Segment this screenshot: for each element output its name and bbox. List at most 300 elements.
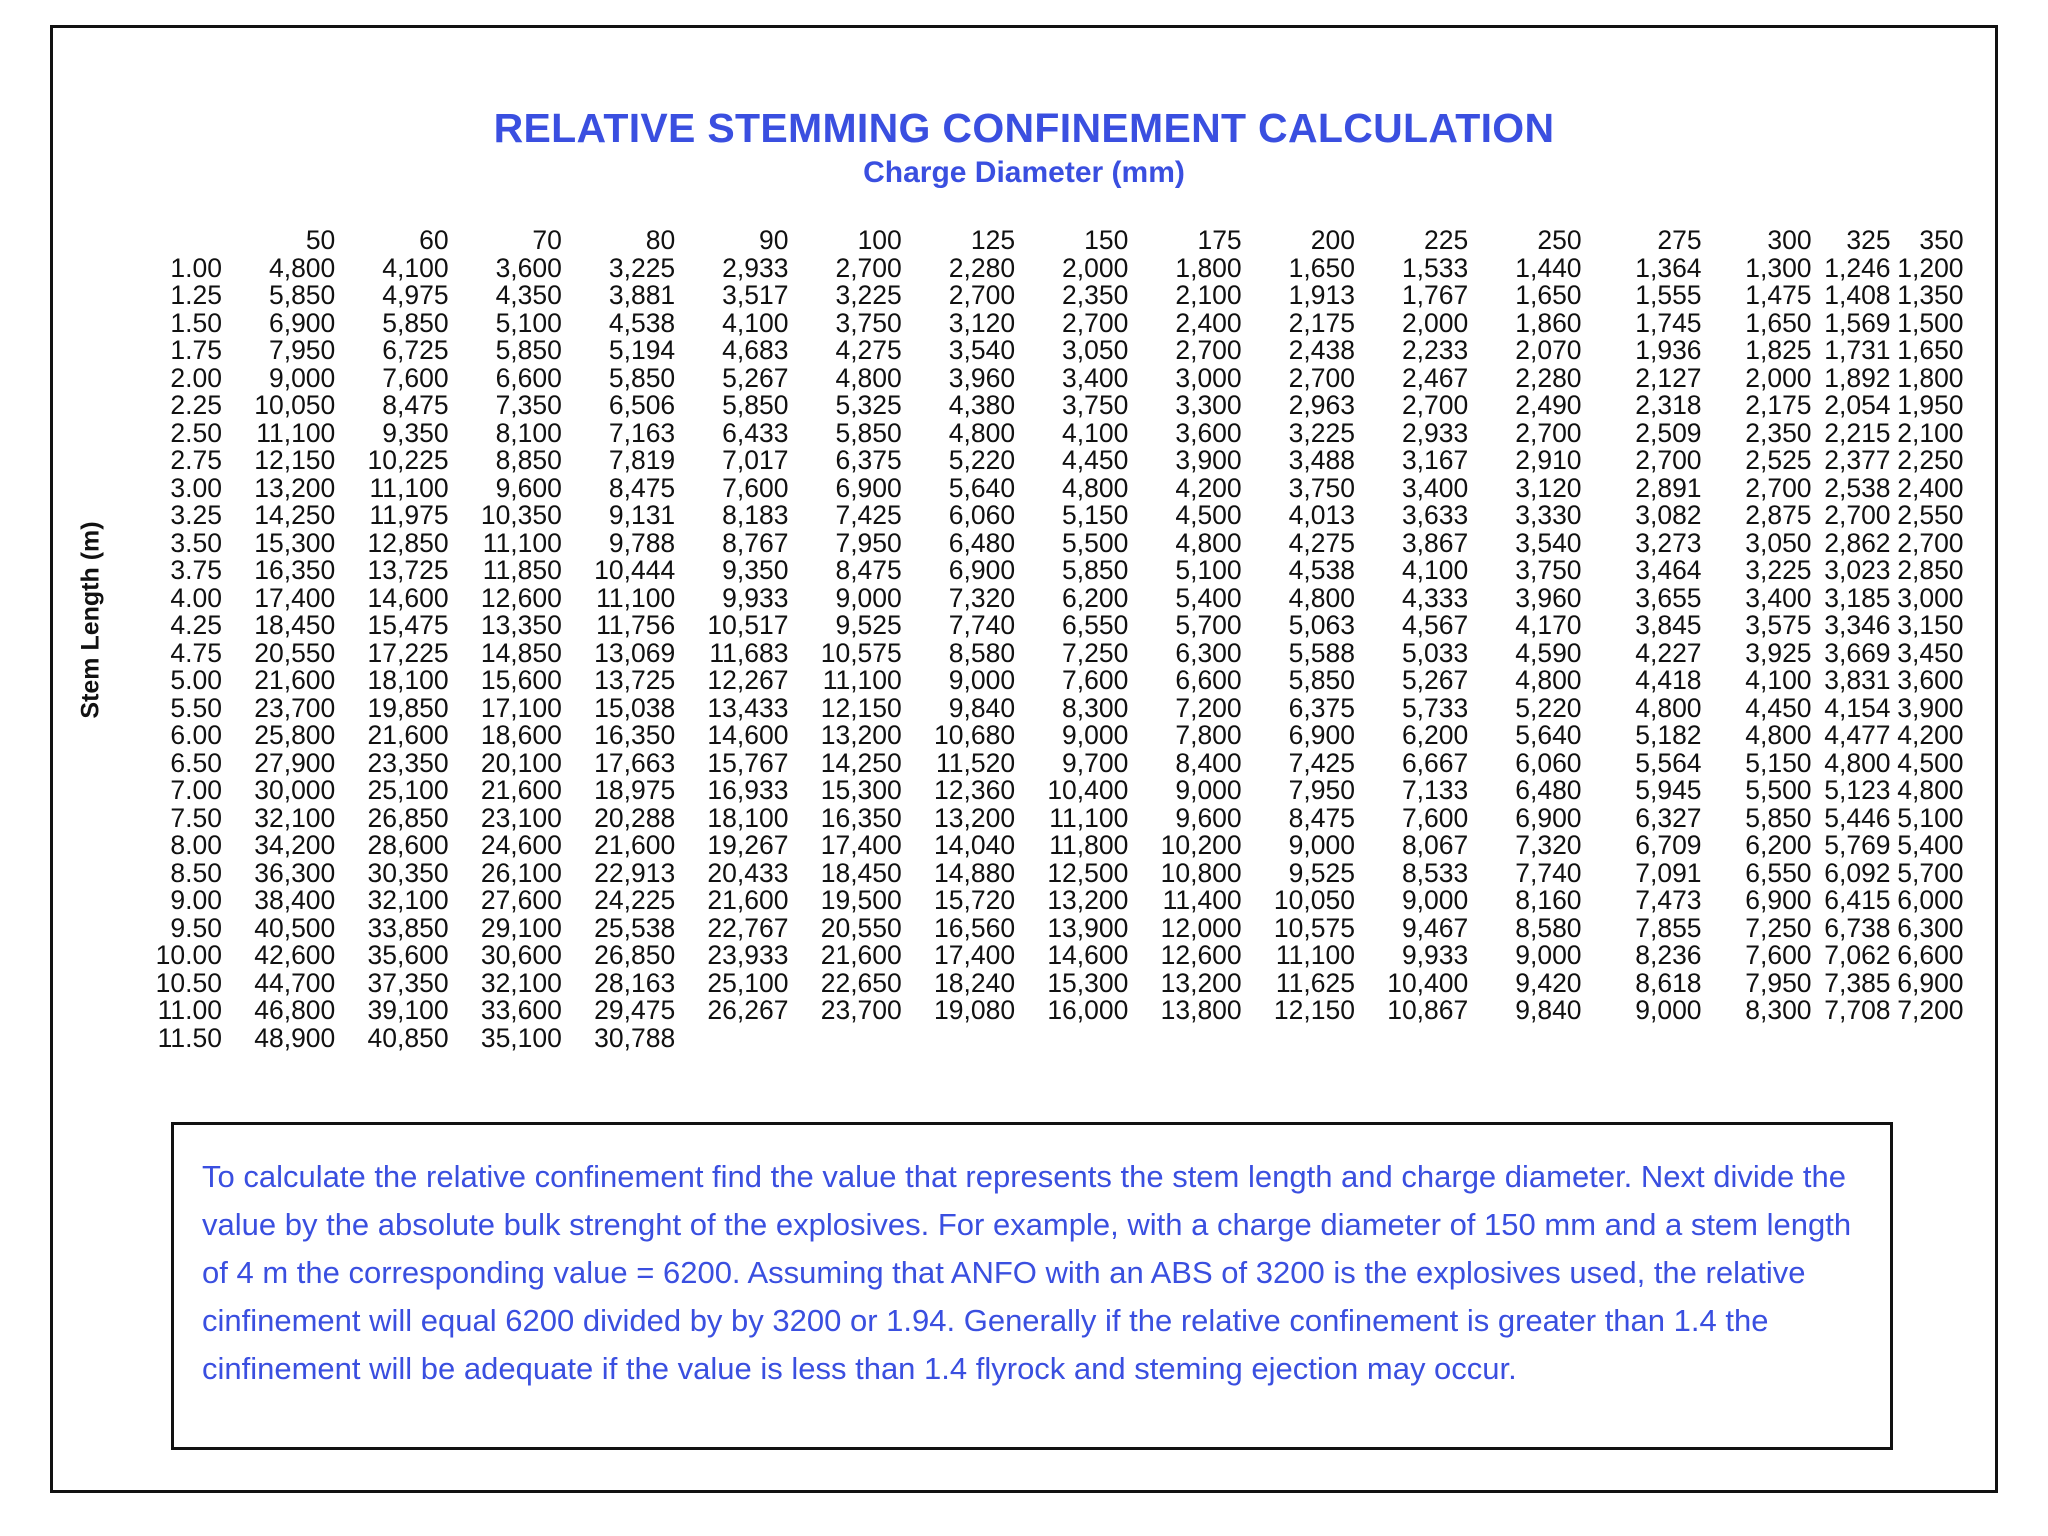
value-cell: 8,475 bbox=[1288, 802, 1355, 833]
value-cell: 6,200 bbox=[1401, 720, 1469, 750]
value-cell: 12,500 bbox=[1047, 857, 1129, 888]
value-cell: 4,800 bbox=[948, 417, 1016, 448]
table-row bbox=[140, 337, 1964, 365]
explanation-text: To calculate the relative confinement find the value that represents the stem length and charge diameter. Next divide the value by the absolute bulk strenght of the explosives. For example, with a charge diameter of 150 mm and a stem length of 4 m the corresponding value = 6200. Assuming that ANFO with an ABS of 3200 is the explosives used, the relative cinfinement will equal 6200 divided by by 3200 or 1.94. Generally if the relative confinement is greater than 1.4 the cinfinement will be adequate if the value is less than 1.4 flyrock and steming ejection may occur. bbox=[202, 1159, 1852, 1386]
stem-length-cell: 7.00 bbox=[170, 775, 222, 805]
table-row bbox=[140, 420, 1964, 448]
value-cell: 26,850 bbox=[594, 940, 676, 970]
value-cell: 2,700 bbox=[1062, 307, 1129, 338]
value-cell: 21,600 bbox=[367, 720, 449, 750]
value-cell: 2,233 bbox=[1401, 335, 1469, 365]
value-cell: 17,400 bbox=[820, 830, 902, 860]
value-cell: 6,550 bbox=[1062, 610, 1129, 640]
value-cell: 9,525 bbox=[835, 610, 902, 640]
value-cell: 3,050 bbox=[1745, 527, 1812, 558]
table-row bbox=[140, 805, 1964, 833]
value-cell: 2,700 bbox=[1288, 362, 1355, 393]
stem-length-cell: 3.00 bbox=[170, 472, 222, 503]
value-cell: 5,850 bbox=[495, 335, 562, 365]
value-cell: 1,350 bbox=[1897, 280, 1964, 310]
table-row bbox=[140, 887, 1964, 915]
table-row bbox=[140, 997, 1964, 1025]
value-cell: 5,850 bbox=[268, 280, 336, 310]
value-cell: 3,050 bbox=[1062, 335, 1129, 365]
value-cell: 2,250 bbox=[1897, 445, 1964, 475]
value-cell: 4,350 bbox=[495, 280, 562, 310]
value-cell: 5,850 bbox=[608, 362, 676, 393]
value-cell: 9,000 bbox=[835, 582, 902, 613]
value-cell: 25,538 bbox=[594, 912, 676, 943]
stem-length-cell: 6.00 bbox=[170, 720, 222, 750]
stem-length-cell: 3.50 bbox=[170, 527, 222, 558]
value-cell: 5,446 bbox=[1824, 802, 1891, 833]
value-cell: 14,040 bbox=[934, 830, 1016, 860]
value-cell: 3,900 bbox=[1897, 692, 1964, 723]
value-cell: 32,100 bbox=[480, 967, 562, 998]
value-cell: 7,600 bbox=[382, 362, 449, 393]
value-cell: 3,488 bbox=[1288, 445, 1355, 475]
column-header: 70 bbox=[532, 225, 562, 255]
value-cell: 2,700 bbox=[1401, 390, 1469, 420]
value-cell: 20,100 bbox=[480, 747, 562, 778]
value-cell: 1,936 bbox=[1635, 335, 1702, 365]
value-cell: 6,480 bbox=[1515, 775, 1582, 805]
value-cell: 5,267 bbox=[722, 362, 789, 393]
value-cell: 2,054 bbox=[1824, 390, 1891, 420]
value-cell: 5,063 bbox=[1288, 610, 1355, 640]
value-cell bbox=[1242, 1025, 1355, 1053]
value-cell: 6,709 bbox=[1635, 830, 1702, 860]
value-cell: 4,800 bbox=[1745, 720, 1812, 750]
value-cell: 3,750 bbox=[835, 307, 902, 338]
value-cell: 21,600 bbox=[820, 940, 902, 970]
value-cell: 4,275 bbox=[835, 335, 902, 365]
value-cell: 17,100 bbox=[480, 692, 562, 723]
value-cell bbox=[1468, 1025, 1581, 1053]
value-cell: 8,475 bbox=[835, 555, 902, 585]
table-row bbox=[140, 915, 1964, 943]
value-cell: 8,400 bbox=[1175, 747, 1242, 778]
value-cell: 32,100 bbox=[254, 802, 336, 833]
value-cell: 11,100 bbox=[256, 417, 336, 448]
value-cell: 48,900 bbox=[254, 1022, 336, 1053]
value-cell: 23,100 bbox=[480, 802, 562, 833]
value-cell: 14,880 bbox=[934, 857, 1016, 888]
value-cell: 10,575 bbox=[820, 637, 902, 668]
value-cell: 8,618 bbox=[1635, 967, 1702, 998]
value-cell: 2,280 bbox=[1515, 362, 1582, 393]
value-cell: 4,013 bbox=[1288, 500, 1355, 530]
value-cell: 6,375 bbox=[835, 445, 902, 475]
value-cell: 8,475 bbox=[382, 390, 449, 420]
page-title: RELATIVE STEMMING CONFINEMENT CALCULATION bbox=[493, 105, 1555, 151]
value-cell: 7,017 bbox=[722, 445, 789, 475]
value-cell: 4,800 bbox=[1824, 747, 1891, 778]
value-cell: 9,000 bbox=[1515, 940, 1582, 970]
value-cell: 4,154 bbox=[1824, 692, 1891, 723]
column-header: 200 bbox=[1310, 225, 1355, 255]
stem-length-cell: 10.00 bbox=[155, 940, 222, 970]
value-cell: 1,650 bbox=[1897, 335, 1964, 365]
value-cell: 3,540 bbox=[1515, 527, 1582, 558]
value-cell: 11,756 bbox=[596, 610, 676, 640]
value-cell: 8,580 bbox=[948, 637, 1016, 668]
value-cell: 17,663 bbox=[594, 747, 676, 778]
value-cell: 5,700 bbox=[1175, 610, 1242, 640]
value-cell: 6,433 bbox=[722, 417, 789, 448]
column-header: 275 bbox=[1657, 225, 1702, 255]
value-cell: 1,569 bbox=[1824, 307, 1891, 338]
value-cell: 4,683 bbox=[722, 335, 789, 365]
value-cell: 9,000 bbox=[1288, 830, 1355, 860]
value-cell: 5,850 bbox=[835, 417, 902, 448]
stem-length-cell: 4.25 bbox=[170, 610, 222, 640]
value-cell: 18,100 bbox=[367, 665, 449, 695]
value-cell: 16,000 bbox=[1047, 995, 1129, 1025]
value-cell: 8,300 bbox=[1062, 692, 1129, 723]
value-cell: 3,120 bbox=[948, 307, 1016, 338]
value-cell: 15,300 bbox=[820, 775, 902, 805]
value-cell: 4,170 bbox=[1515, 610, 1582, 640]
value-cell: 8,236 bbox=[1635, 940, 1702, 970]
value-cell bbox=[1128, 1025, 1241, 1053]
value-cell: 6,060 bbox=[1515, 747, 1582, 778]
value-cell: 19,500 bbox=[820, 885, 902, 915]
value-cell: 3,167 bbox=[1401, 445, 1469, 475]
value-cell: 1,767 bbox=[1401, 280, 1469, 310]
value-cell: 19,080 bbox=[934, 995, 1016, 1025]
value-cell: 2,467 bbox=[1401, 362, 1469, 393]
value-cell: 5,100 bbox=[495, 307, 562, 338]
value-cell: 5,123 bbox=[1824, 775, 1891, 805]
value-cell: 8,850 bbox=[495, 445, 562, 475]
column-header: 325 bbox=[1846, 225, 1891, 255]
value-cell: 7,950 bbox=[835, 527, 902, 558]
value-cell: 5,700 bbox=[1897, 857, 1964, 888]
value-cell: 3,082 bbox=[1635, 500, 1702, 530]
value-cell: 2,700 bbox=[1745, 472, 1812, 503]
value-cell: 22,650 bbox=[820, 967, 902, 998]
value-cell: 15,475 bbox=[367, 610, 449, 640]
value-cell: 13,900 bbox=[1047, 912, 1129, 943]
value-cell: 9,700 bbox=[1062, 747, 1129, 778]
value-cell: 6,200 bbox=[1062, 582, 1129, 613]
value-cell: 4,477 bbox=[1824, 720, 1891, 750]
value-cell: 19,267 bbox=[707, 830, 789, 860]
value-cell: 10,400 bbox=[1387, 967, 1469, 998]
column-header: 90 bbox=[759, 225, 789, 255]
value-cell bbox=[1891, 1025, 1964, 1053]
value-cell: 7,600 bbox=[1401, 802, 1469, 833]
value-cell: 4,800 bbox=[268, 252, 336, 283]
value-cell: 3,000 bbox=[1897, 582, 1964, 613]
value-cell: 6,415 bbox=[1824, 885, 1891, 915]
value-cell: 7,425 bbox=[1288, 747, 1355, 778]
value-cell: 4,500 bbox=[1897, 747, 1964, 778]
value-cell: 4,200 bbox=[1897, 720, 1964, 750]
value-cell: 1,364 bbox=[1635, 252, 1702, 283]
value-cell: 2,400 bbox=[1897, 472, 1964, 503]
value-cell: 11,975 bbox=[369, 500, 449, 530]
value-cell: 5,564 bbox=[1635, 747, 1702, 778]
table-row bbox=[140, 530, 1964, 558]
table-row bbox=[140, 475, 1964, 503]
value-cell: 4,800 bbox=[1062, 472, 1129, 503]
value-cell: 2,700 bbox=[835, 252, 902, 283]
value-cell: 8,475 bbox=[608, 472, 676, 503]
stem-length-cell: 9.00 bbox=[170, 885, 222, 915]
value-cell: 3,633 bbox=[1401, 500, 1469, 530]
value-cell: 3,600 bbox=[495, 252, 562, 283]
value-cell: 3,881 bbox=[608, 280, 676, 310]
value-cell: 2,100 bbox=[1897, 417, 1964, 448]
value-cell: 10,867 bbox=[1387, 995, 1469, 1025]
value-cell: 13,725 bbox=[367, 555, 449, 585]
value-cell: 13,350 bbox=[480, 610, 562, 640]
value-cell: 2,525 bbox=[1745, 445, 1812, 475]
column-header: 150 bbox=[1084, 225, 1129, 255]
value-cell: 35,600 bbox=[367, 940, 449, 970]
value-cell: 4,380 bbox=[948, 390, 1016, 420]
value-cell: 2,215 bbox=[1824, 417, 1891, 448]
value-cell: 2,490 bbox=[1515, 390, 1582, 420]
value-cell: 12,360 bbox=[934, 775, 1016, 805]
value-cell: 1,533 bbox=[1401, 252, 1469, 283]
value-cell: 10,444 bbox=[594, 555, 676, 585]
value-cell: 1,892 bbox=[1824, 362, 1891, 393]
value-cell: 8,533 bbox=[1401, 857, 1469, 888]
value-cell: 1,731 bbox=[1824, 335, 1891, 365]
value-cell: 7,740 bbox=[948, 610, 1016, 640]
stem-length-axis-label: Stem Length (m) bbox=[76, 521, 105, 719]
stem-length-cell: 2.00 bbox=[170, 362, 222, 393]
stem-length-cell: 3.25 bbox=[170, 500, 222, 530]
value-cell: 3,925 bbox=[1745, 637, 1812, 668]
value-cell: 18,100 bbox=[707, 802, 789, 833]
value-cell: 12,850 bbox=[367, 527, 449, 558]
value-cell: 11,850 bbox=[482, 555, 562, 585]
value-cell: 6,900 bbox=[1515, 802, 1582, 833]
value-cell: 5,850 bbox=[382, 307, 449, 338]
value-cell: 2,963 bbox=[1288, 390, 1355, 420]
value-cell: 3,225 bbox=[1745, 555, 1812, 585]
value-cell: 3,669 bbox=[1824, 637, 1891, 668]
table-row bbox=[140, 640, 1964, 668]
value-cell: 2,400 bbox=[1175, 307, 1242, 338]
value-cell: 7,600 bbox=[722, 472, 789, 503]
value-cell: 10,800 bbox=[1160, 857, 1242, 888]
value-cell: 2,933 bbox=[1401, 417, 1469, 448]
value-cell: 16,350 bbox=[254, 555, 336, 585]
value-cell: 9,840 bbox=[1515, 995, 1582, 1025]
value-cell: 10,225 bbox=[367, 445, 449, 475]
column-header: 50 bbox=[305, 225, 336, 255]
value-cell: 3,960 bbox=[1515, 582, 1582, 613]
value-cell: 21,600 bbox=[254, 665, 336, 695]
value-cell: 29,475 bbox=[594, 995, 676, 1025]
value-cell: 2,700 bbox=[1635, 445, 1702, 475]
value-cell: 25,100 bbox=[707, 967, 789, 998]
value-cell: 10,517 bbox=[707, 610, 789, 640]
stem-length-cell: 11.00 bbox=[157, 995, 222, 1025]
value-cell: 9,420 bbox=[1515, 967, 1582, 998]
value-cell: 14,600 bbox=[367, 582, 449, 613]
value-cell: 9,000 bbox=[1175, 775, 1242, 805]
stem-length-cell: 4.00 bbox=[170, 582, 222, 613]
value-cell: 8,160 bbox=[1515, 885, 1582, 915]
value-cell: 12,150 bbox=[820, 692, 902, 723]
value-cell: 6,600 bbox=[1897, 940, 1964, 970]
column-header: 125 bbox=[970, 225, 1016, 255]
value-cell: 2,175 bbox=[1745, 390, 1812, 420]
value-cell: 5,500 bbox=[1745, 775, 1812, 805]
value-cell: 2,350 bbox=[1062, 280, 1129, 310]
value-cell: 18,450 bbox=[254, 610, 336, 640]
value-cell: 6,200 bbox=[1745, 830, 1812, 860]
value-cell: 4,538 bbox=[608, 307, 676, 338]
value-cell: 1,555 bbox=[1635, 280, 1702, 310]
value-cell: 7,425 bbox=[835, 500, 902, 530]
value-cell: 4,975 bbox=[382, 280, 449, 310]
value-cell: 39,100 bbox=[367, 995, 449, 1025]
value-cell: 2,700 bbox=[1824, 500, 1891, 530]
value-cell: 40,500 bbox=[254, 912, 336, 943]
value-cell: 2,509 bbox=[1635, 417, 1702, 448]
value-cell: 1,408 bbox=[1824, 280, 1891, 310]
value-cell: 4,100 bbox=[382, 252, 449, 283]
value-cell: 10,350 bbox=[480, 500, 562, 530]
value-cell: 21,600 bbox=[707, 885, 789, 915]
value-cell: 1,800 bbox=[1897, 362, 1964, 393]
value-cell: 16,933 bbox=[707, 775, 789, 805]
value-cell: 32,100 bbox=[367, 885, 449, 915]
value-cell: 3,750 bbox=[1515, 555, 1582, 585]
value-cell: 18,975 bbox=[594, 775, 676, 805]
value-cell bbox=[1015, 1025, 1128, 1053]
value-cell: 7,950 bbox=[1288, 775, 1355, 805]
value-cell: 1,500 bbox=[1897, 307, 1964, 338]
table-row bbox=[140, 777, 1964, 805]
value-cell: 38,400 bbox=[254, 885, 336, 915]
table-row bbox=[140, 832, 1964, 860]
value-cell: 5,850 bbox=[1062, 555, 1129, 585]
value-cell: 2,438 bbox=[1288, 335, 1355, 365]
stem-length-cell: 7.50 bbox=[170, 802, 222, 833]
value-cell bbox=[1702, 1025, 1812, 1053]
value-cell: 25,800 bbox=[254, 720, 336, 750]
column-header: 80 bbox=[645, 225, 676, 255]
value-cell: 9,000 bbox=[1062, 720, 1129, 750]
value-cell: 5,033 bbox=[1401, 637, 1469, 668]
value-cell: 1,860 bbox=[1515, 307, 1582, 338]
table-row bbox=[140, 365, 1964, 393]
value-cell: 2,000 bbox=[1401, 307, 1469, 338]
value-cell: 9,788 bbox=[608, 527, 676, 558]
value-cell: 13,800 bbox=[1160, 995, 1242, 1025]
value-cell: 6,060 bbox=[948, 500, 1016, 530]
value-cell: 2,538 bbox=[1824, 472, 1891, 503]
value-cell: 13,433 bbox=[707, 692, 789, 723]
value-cell: 1,800 bbox=[1175, 252, 1242, 283]
table-row bbox=[140, 750, 1964, 778]
value-cell: 10,575 bbox=[1273, 912, 1355, 943]
value-cell: 13,725 bbox=[594, 665, 676, 695]
value-cell: 7,250 bbox=[1062, 637, 1129, 668]
value-cell: 5,850 bbox=[722, 390, 789, 420]
value-cell: 4,100 bbox=[1745, 665, 1812, 695]
value-cell: 27,600 bbox=[480, 885, 562, 915]
value-cell: 20,433 bbox=[707, 857, 789, 888]
value-cell: 3,000 bbox=[1175, 362, 1242, 393]
value-cell: 1,650 bbox=[1745, 307, 1812, 338]
value-cell: 9,350 bbox=[382, 417, 449, 448]
value-cell: 2,933 bbox=[722, 252, 789, 283]
value-cell: 4,800 bbox=[1515, 665, 1582, 695]
value-cell: 30,000 bbox=[254, 775, 336, 805]
stem-length-cell: 6.50 bbox=[170, 747, 222, 778]
value-cell: 3,300 bbox=[1175, 390, 1242, 420]
value-cell: 13,200 bbox=[1047, 885, 1129, 915]
value-cell: 3,346 bbox=[1824, 610, 1891, 640]
value-cell: 4,800 bbox=[1288, 582, 1355, 613]
value-cell: 5,182 bbox=[1635, 720, 1702, 750]
value-cell: 7,350 bbox=[495, 390, 562, 420]
value-cell: 15,300 bbox=[254, 527, 336, 558]
value-cell: 9,933 bbox=[1401, 940, 1469, 970]
value-cell: 21,600 bbox=[480, 775, 562, 805]
value-cell: 17,400 bbox=[934, 940, 1016, 970]
value-cell: 6,900 bbox=[1897, 967, 1964, 998]
value-cell: 18,450 bbox=[820, 857, 902, 888]
value-cell: 18,600 bbox=[480, 720, 562, 750]
value-cell: 3,225 bbox=[1288, 417, 1355, 448]
charge-diameter-label: Charge Diameter (mm) bbox=[863, 156, 1185, 189]
value-cell: 3,400 bbox=[1401, 472, 1469, 503]
stem-length-cell: 1.75 bbox=[170, 335, 222, 365]
value-cell: 9,000 bbox=[948, 665, 1016, 695]
value-cell: 12,150 bbox=[254, 445, 336, 475]
stem-length-cell: 8.50 bbox=[170, 857, 222, 888]
value-cell: 8,183 bbox=[722, 500, 789, 530]
value-cell: 42,600 bbox=[254, 940, 336, 970]
value-cell: 4,275 bbox=[1288, 527, 1355, 558]
table-row bbox=[140, 310, 1964, 338]
column-header: 300 bbox=[1767, 225, 1812, 255]
value-cell: 3,831 bbox=[1824, 665, 1891, 695]
value-cell: 2,100 bbox=[1175, 280, 1242, 310]
value-cell: 2,000 bbox=[1745, 362, 1812, 393]
value-cell: 4,500 bbox=[1175, 500, 1242, 530]
value-cell: 16,560 bbox=[934, 912, 1016, 943]
value-cell: 6,900 bbox=[268, 307, 336, 338]
value-cell: 5,640 bbox=[1515, 720, 1582, 750]
value-cell: 6,738 bbox=[1824, 912, 1891, 943]
value-cell: 10,400 bbox=[1047, 775, 1129, 805]
value-cell: 3,655 bbox=[1635, 582, 1702, 613]
value-cell: 1,200 bbox=[1897, 252, 1964, 283]
corner-cell bbox=[140, 227, 222, 255]
value-cell: 28,600 bbox=[367, 830, 449, 860]
value-cell: 1,745 bbox=[1635, 307, 1702, 338]
value-cell: 7,950 bbox=[268, 335, 336, 365]
value-cell: 7,473 bbox=[1635, 885, 1702, 915]
value-cell: 11,100 bbox=[596, 582, 676, 613]
value-cell: 17,225 bbox=[367, 637, 449, 668]
value-cell: 2,175 bbox=[1288, 307, 1355, 338]
value-cell: 5,220 bbox=[1515, 692, 1582, 723]
value-cell: 3,517 bbox=[722, 280, 789, 310]
value-cell: 2,700 bbox=[1175, 335, 1242, 365]
